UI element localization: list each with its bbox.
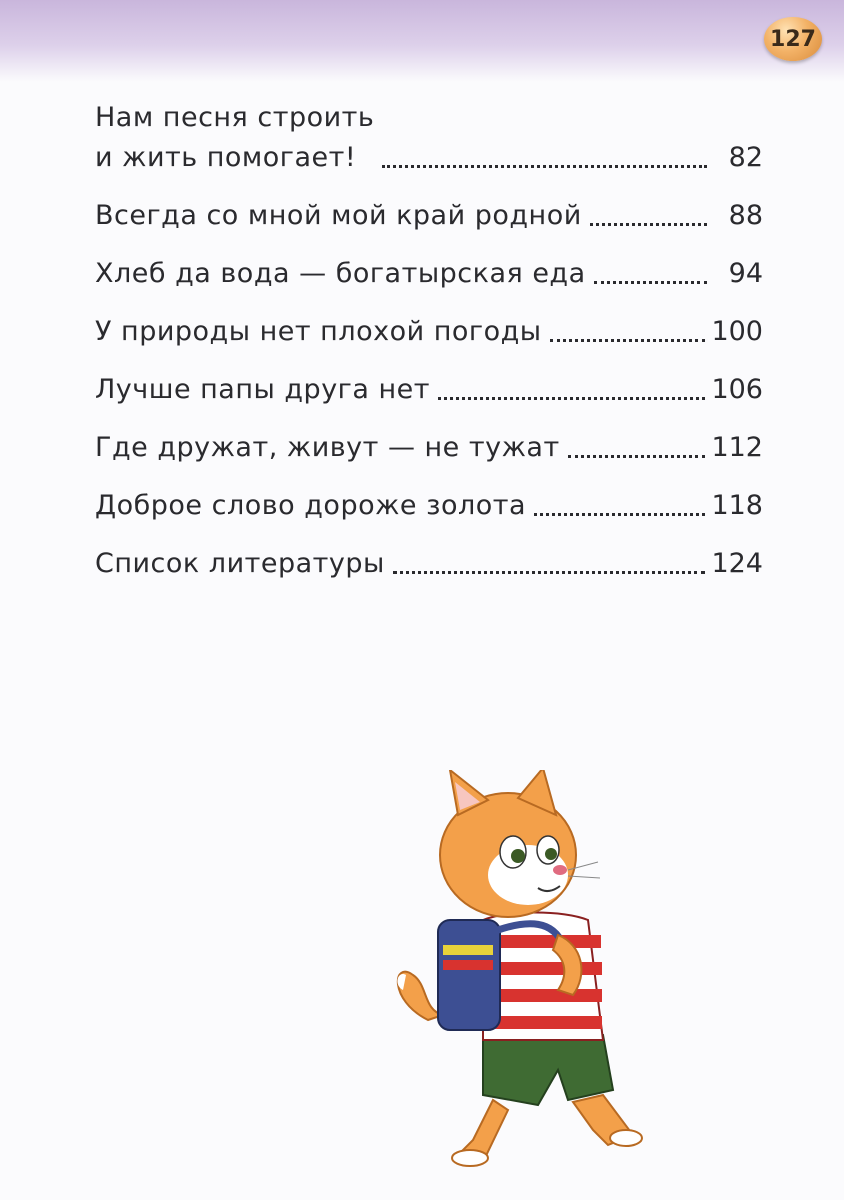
toc-item-page: 82 (728, 142, 763, 173)
toc-item[interactable] (95, 370, 763, 410)
toc-item[interactable] (95, 544, 763, 584)
toc-item-title: Лучше папы друга нет (95, 374, 430, 405)
toc-item-page: 112 (711, 432, 763, 463)
toc-item[interactable] (95, 254, 763, 294)
toc-item-page: 106 (711, 374, 763, 405)
toc-item-page: 88 (728, 200, 763, 231)
toc-leader-dots (594, 280, 707, 284)
toc-item[interactable] (95, 486, 763, 526)
toc-leader-dots (393, 570, 706, 574)
toc-item-page: 118 (711, 490, 763, 521)
header-band (0, 0, 844, 82)
toc-item-page: 100 (711, 316, 763, 347)
toc-item[interactable] (95, 196, 763, 236)
toc-item[interactable] (95, 98, 763, 178)
toc-leader-dots (438, 396, 705, 400)
table-of-contents (95, 98, 763, 602)
page-number-badge: 127 (764, 17, 822, 61)
toc-leader-dots (534, 512, 705, 516)
toc-item-title: Где дружат, живут — не тужат (95, 432, 560, 463)
toc-leader-dots (382, 164, 707, 168)
toc-leader-dots (590, 222, 707, 226)
toc-item-title: Всегда со мной мой край родной (95, 200, 582, 231)
toc-item[interactable] (95, 312, 763, 352)
toc-item-title: У природы нет плохой погоды (95, 316, 542, 347)
toc-item-page: 124 (711, 548, 763, 579)
toc-item[interactable] (95, 428, 763, 468)
toc-item-title: Список литературы (95, 548, 385, 579)
toc-item-title: Хлеб да вода — богатырская еда (95, 258, 586, 289)
toc-item-title: Нам песня строить и жить помогает! (95, 102, 375, 173)
toc-leader-dots (568, 454, 706, 458)
kitten-with-backpack-illustration (388, 770, 668, 1170)
toc-item-page: 94 (728, 258, 763, 289)
toc-leader-dots (550, 338, 706, 342)
toc-item-title: Доброе слово дороже золота (95, 490, 527, 521)
